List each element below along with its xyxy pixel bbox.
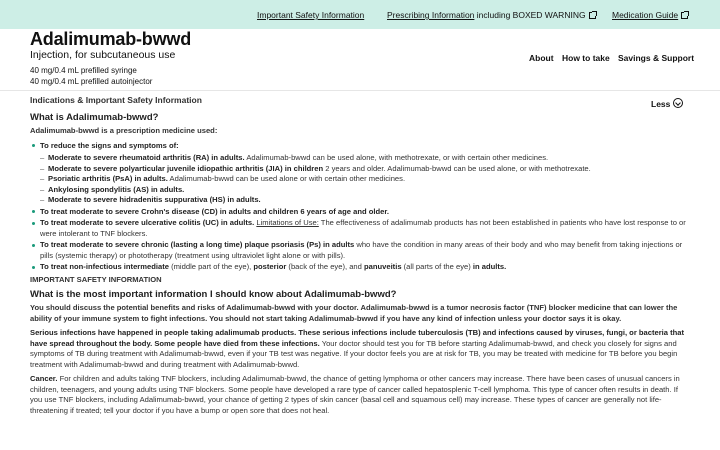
list-item: [40, 164, 692, 175]
dose-autoinjector: 40 mg/0.4 mL prefilled autoinjector: [30, 77, 153, 86]
list-item: [32, 218, 692, 239]
less-label: Less: [651, 99, 671, 109]
condition-text: Adalimumab-bwwd can be used alone or with certain other medicines.: [167, 174, 406, 183]
uveitis-bold-4: in adults.: [472, 262, 507, 271]
reduce-heading: To reduce the signs and symptoms of:: [40, 140, 179, 150]
safety-heading: IMPORTANT SAFETY INFORMATION: [30, 274, 162, 284]
list-item: [40, 174, 692, 185]
nav-about[interactable]: About: [529, 53, 554, 63]
cancer-bold: Cancer.: [30, 374, 58, 383]
external-link-icon: [681, 12, 688, 19]
brand-subtitle: Injection, for subcutaneous use: [30, 49, 176, 61]
list-item: [40, 153, 692, 164]
prescribing-info-link[interactable]: Prescribing Information: [387, 10, 475, 20]
condition-bold: Ankylosing spondylitis (AS) in adults.: [48, 184, 185, 194]
list-item: [32, 207, 692, 218]
list-item: [32, 141, 692, 206]
nav-how-to-take[interactable]: How to take: [562, 53, 610, 63]
condition-bold: Moderate to severe polyarticular juvenile idiopathic arthritis (JIA) in children: [48, 163, 324, 173]
condition-text: 2 years and older. Adalimumab-bwwd can be used alone, or with methotrexate.: [323, 163, 591, 173]
uveitis-text-1: (middle part of the eye),: [168, 262, 254, 271]
header-divider: [0, 90, 720, 91]
list-item: [32, 262, 692, 273]
brand-name[interactable]: Adalimumab-bwwd: [30, 29, 192, 49]
list-item: [40, 195, 692, 206]
discuss-paragraph: You should discuss the potential benefits and risks of Adalimumab-bwwd with your doctor. Adalimumab-bwwd is a tumor necrosis factor (TNF) blocker medicine that can lower the ability of your immune system to fight infections. You should not start taking Adalimumab-bwwd if you have any kind of infection unless your doctor says it is okay.: [30, 303, 678, 323]
prescribing-suffix: including BOXED WARNING: [474, 10, 586, 20]
uc-bold: To treat moderate to severe ulcerative colitis (UC) in adults.: [40, 218, 255, 227]
infections-bold: Serious infections have happened in people taking adalimumab products. These serious infections include tuberculosis (TB) and infections caused by viruses, fungi, or bacteria that have spread throughout the body. Some people have died from these infections.: [30, 328, 685, 348]
safety-info-link[interactable]: Important Safety Information: [257, 10, 365, 20]
indications-list: [32, 141, 692, 273]
list-item: [32, 240, 692, 261]
medication-guide-link[interactable]: [612, 10, 688, 20]
condition-bold: Moderate to severe rheumatoid arthritis (RA) in adults.: [48, 153, 245, 162]
infections-text: Your doctor should test you for TB before starting Adalimumab-bwwd, and check you closely for signs and symptoms of TB during treatment with Adalimumab-bwwd, even if your TB test was negative. If your doctor feels you are at risk for TB, you may be treated with medicine for TB before you begin treatment with Adalimumab-bwwd and during treatment with Adalimumab-bwwd.: [30, 338, 678, 369]
uveitis-bold-3: panuveitis: [363, 262, 402, 271]
condition-bold: Moderate to severe hidradenitis suppurativa (HS) in adults.: [48, 195, 261, 204]
cancer-text: For children and adults taking TNF blockers, including Adalimumab-bwwd, the chance of getting lymphoma or other cancers may increase. There have been cases of unusual cancers in children, teenagers, and young adults using TNF blockers. Some people have developed a rare type of cancer called hepatosplenic T-cell lymphoma. This type of cancer often results in death. If you use TNF blockers, including Adalimumab-bwwd, your chance of getting 2 types of skin cancer (basal cell and squamous cell) may increase. These types of cancer are generally not life-threatening if treated; tell your doctor if you have a bump or open sore that does not heal.: [30, 374, 680, 415]
chevron-up-circle-icon: [673, 98, 683, 108]
site-header: [0, 29, 720, 89]
less-toggle-button[interactable]: [651, 97, 683, 109]
external-link-icon: [589, 12, 596, 19]
uveitis-text-3: (all parts of the eye): [401, 262, 473, 271]
ps-bold: To treat moderate to severe chronic (lasting a long time) plaque psoriasis (Ps) in adults: [40, 240, 355, 249]
isi-section-title: Indications & Important Safety Information: [30, 95, 202, 105]
uc-limitations-label: Limitations of Use:: [256, 218, 319, 227]
what-is-intro: Adalimumab-bwwd is a prescription medicine used:: [30, 126, 218, 135]
condition-text: Adalimumab-bwwd can be used alone, with methotrexate, or with certain other medicines.: [244, 153, 549, 162]
cancer-paragraph: [30, 374, 692, 416]
crohns-text: To treat moderate to severe Crohn's disease (CD) in adults and children 6 years of age and older.: [40, 206, 389, 216]
most-important-title: What is the most important information I should know about Adalimumab-bwwd?: [30, 289, 397, 300]
nav-savings-support[interactable]: Savings & Support: [618, 53, 695, 63]
conditions-list: [40, 153, 692, 206]
prescribing-info-group[interactable]: [387, 10, 596, 20]
condition-bold: Psoriatic arthritis (PsA) in adults.: [48, 174, 168, 183]
list-item: [40, 185, 692, 196]
uveitis-bold-1: To treat non-infectious intermediate: [40, 262, 169, 271]
uveitis-bold-2: posterior: [253, 262, 287, 271]
uc-text: The effectiveness of adalimumab products has not been established in patients who have lost response to or were intolerant to TNF blockers.: [40, 218, 686, 238]
infections-paragraph: [30, 328, 692, 370]
ps-text: who have the condition in many areas of their body and who may benefit from taking injections or pills (systemic therapy) or phototherapy (treatment using ultraviolet light alone or with pills).: [40, 240, 683, 260]
medication-guide-label: Medication Guide: [612, 10, 679, 20]
uveitis-text-2: (back of the eye), and: [286, 262, 364, 271]
top-utility-bar: [0, 0, 720, 29]
dose-syringe: 40 mg/0.4 mL prefilled syringe: [30, 66, 137, 75]
what-is-title: What is Adalimumab-bwwd?: [30, 112, 159, 123]
isi-content: [30, 110, 692, 420]
